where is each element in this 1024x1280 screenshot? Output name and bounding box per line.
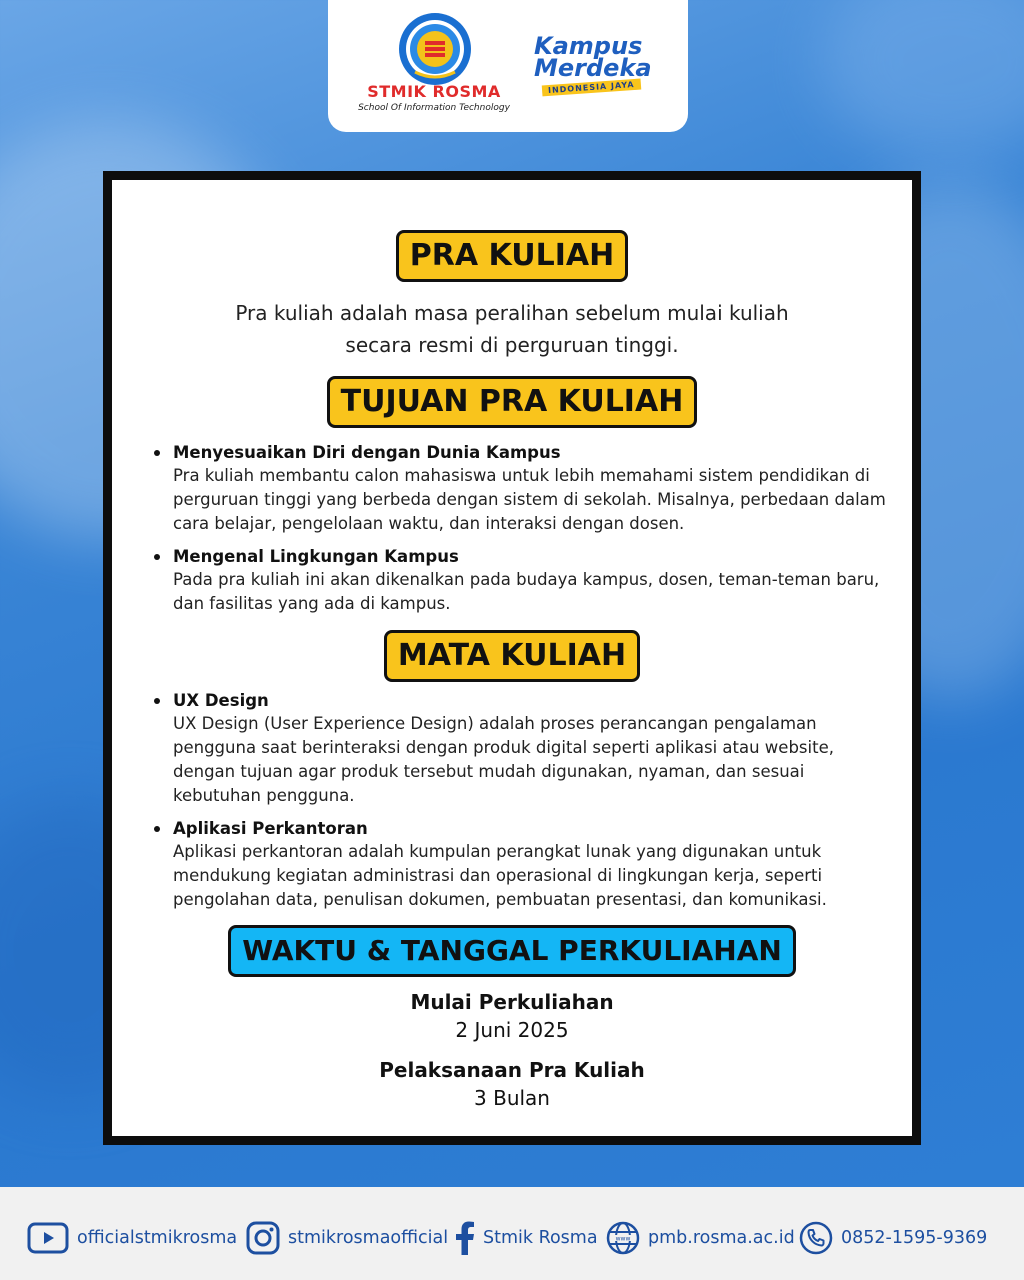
duration-label: Pelaksanaan Pra Kuliah: [379, 1058, 645, 1082]
kampus-merdeka-logo: [532, 34, 662, 104]
mata-kuliah-heading-wrap: [112, 630, 912, 682]
facebook-page-name: Stmik Rosma: [483, 1228, 598, 1248]
kampus-merdeka-line1: Kampus: [534, 32, 643, 60]
phone-number: 0852-1595-9369: [841, 1228, 988, 1248]
pra-kuliah-intro: [112, 297, 912, 361]
list-item-title: Menyesuaikan Diri dengan Dunia Kampus: [173, 443, 561, 462]
tujuan-list: [173, 442, 893, 626]
intro-line-1: Pra kuliah adalah masa peralihan sebelum mulai kuliah: [235, 301, 789, 325]
duration-block: [112, 1056, 912, 1112]
mata-kuliah-list: [173, 690, 893, 922]
kampus-merdeka-line2: Merdeka: [534, 54, 652, 82]
list-item-title: Aplikasi Perkantoran: [173, 819, 368, 838]
instagram-icon: [246, 1221, 280, 1255]
start-value: 2 Juni 2025: [455, 1018, 569, 1042]
tujuan-heading-wrap: [112, 376, 912, 428]
pra-kuliah-heading: PRA KULIAH: [396, 230, 628, 282]
website-url: pmb.rosma.ac.id: [648, 1228, 795, 1248]
list-item-desc: Aplikasi perkantoran adalah kumpulan perangkat lunak yang digunakan untuk mendukung kegiatan administrasi dan operasional di lingkungan kerja, seperti pengolahan data, penulisan dokumen, pembuatan presentasi, dan komunikasi.: [173, 842, 827, 909]
website-link[interactable]: [606, 1221, 795, 1255]
facebook-icon: [455, 1221, 475, 1255]
list-item: [173, 690, 893, 808]
youtube-handle: officialstmikrosma: [77, 1228, 238, 1248]
start-label: Mulai Perkuliahan: [410, 990, 614, 1014]
svg-text:www: www: [615, 1235, 631, 1243]
facebook-link[interactable]: [455, 1221, 598, 1255]
content-panel: [103, 171, 921, 1145]
list-item-title: UX Design: [173, 691, 269, 710]
list-item-title: Mengenal Lingkungan Kampus: [173, 547, 459, 566]
globe-icon: [606, 1221, 640, 1255]
list-item: [173, 546, 893, 616]
pra-kuliah-heading-wrap: [112, 230, 912, 282]
list-item-desc: UX Design (User Experience Design) adalah proses perancangan pengalaman pengguna saat berinteraksi dengan produk digital seperti aplikasi atau website, dengan tujuan agar produk tersebut mudah digunakan, nyaman, dan sesuai kebutuhan pengguna.: [173, 714, 834, 805]
school-tagline: School Of Information Technology: [358, 103, 510, 113]
tujuan-heading: TUJUAN PRA KULIAH: [327, 376, 698, 428]
phone-icon: [799, 1221, 833, 1255]
instagram-link[interactable]: [246, 1221, 448, 1255]
instagram-handle: stmikrosmaofficial: [288, 1228, 449, 1248]
background-blur: [820, 0, 1024, 160]
footer-contact-bar: [0, 1187, 1024, 1280]
list-item: [173, 442, 893, 536]
kampus-merdeka-ribbon: INDONESIA JAYA: [542, 79, 641, 97]
youtube-icon: [27, 1222, 69, 1254]
list-item-desc: Pada pra kuliah ini akan dikenalkan pada budaya kampus, dosen, teman-teman baru, dan fasilitas yang ada di kampus.: [173, 570, 880, 613]
logo-header: [328, 0, 688, 132]
waktu-heading: WAKTU & TANGGAL PERKULIAHAN: [228, 925, 796, 977]
duration-value: 3 Bulan: [474, 1086, 550, 1110]
phone-link[interactable]: [799, 1221, 987, 1255]
intro-line-2: secara resmi di perguruan tinggi.: [345, 333, 679, 357]
list-item: [173, 818, 893, 912]
waktu-heading-wrap: [112, 925, 912, 977]
list-item-desc: Pra kuliah membantu calon mahasiswa untuk lebih memahami sistem pendidikan di perguruan tinggi yang berbeda dengan sistem di sekolah. Misalnya, perbedaan dalam cara belajar, pengelolaan waktu, dan interaksi dengan dosen.: [173, 466, 886, 533]
start-date-block: [112, 988, 912, 1044]
stmik-rosma-seal-logo: [398, 12, 472, 86]
mata-kuliah-heading: MATA KULIAH: [384, 630, 640, 682]
school-name: STMIK ROSMA: [367, 82, 501, 101]
youtube-link[interactable]: [27, 1221, 237, 1255]
